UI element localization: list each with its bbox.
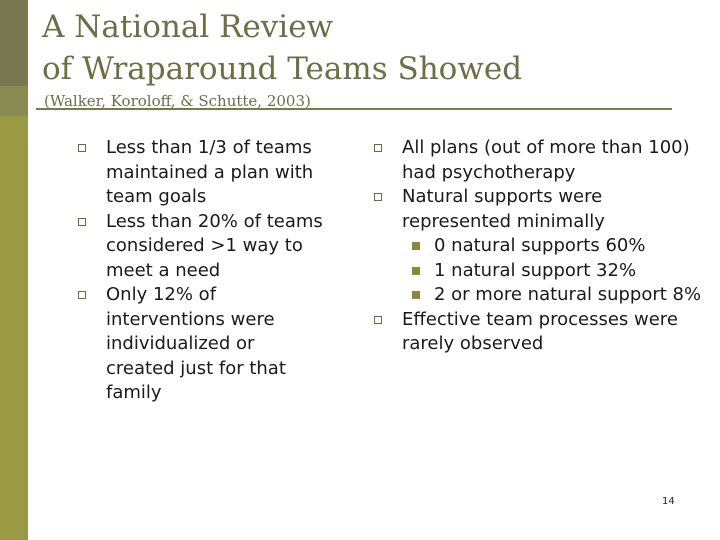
list-item [78,136,328,210]
left-bullet-list [78,136,328,406]
sub-bullet-list [402,234,704,308]
bullet-text: Effective team processes were rarely observed [402,308,678,354]
square-bullet-icon [78,291,86,299]
sub-bullet-text: 2 or more natural support 8% [434,284,702,305]
sidebar-block-mid [0,86,28,116]
list-item [374,136,704,185]
filled-square-bullet-icon [412,267,420,275]
square-bullet-icon [374,144,382,152]
square-bullet-icon [374,193,382,201]
bullet-text: Less than 20% of teams considered >1 way to meet a need [106,210,323,281]
sub-list-item [402,234,704,259]
title-line-1: A National Review [42,9,334,45]
sub-list-item [402,283,704,308]
square-bullet-icon [374,316,382,324]
bullet-text: Natural supports were represented minimally [402,186,605,232]
page-number: 14 [662,496,675,507]
sidebar-block-bottom [0,86,28,540]
sub-list-item [402,259,704,284]
list-item [374,308,704,357]
title-divider [36,108,672,110]
slide-subtitle: (Walker, Koroloff, & Schutte, 2003) [44,92,311,110]
sub-bullet-text: 0 natural supports 60% [434,235,646,256]
list-item [78,210,328,284]
decorative-sidebar [0,0,28,540]
square-bullet-icon [78,144,86,152]
right-column [374,136,704,357]
slide-title [42,6,522,90]
list-item [78,283,328,406]
list-item [374,185,704,308]
filled-square-bullet-icon [412,291,420,299]
bullet-text: All plans (out of more than 100) had psychotherapy [402,137,690,183]
sub-bullet-text: 1 natural support 32% [434,259,637,281]
filled-square-bullet-icon [412,242,420,250]
sidebar-block-top [0,0,28,86]
left-column [78,136,328,406]
bullet-text: Less than 1/3 of teams maintained a plan with team goals [106,137,314,207]
title-line-2: of Wraparound Teams Showed [42,51,523,87]
right-bullet-list [374,136,704,357]
bullet-text: Only 12% of interventions were individualized or created just for that family [106,284,286,403]
square-bullet-icon [78,218,86,226]
